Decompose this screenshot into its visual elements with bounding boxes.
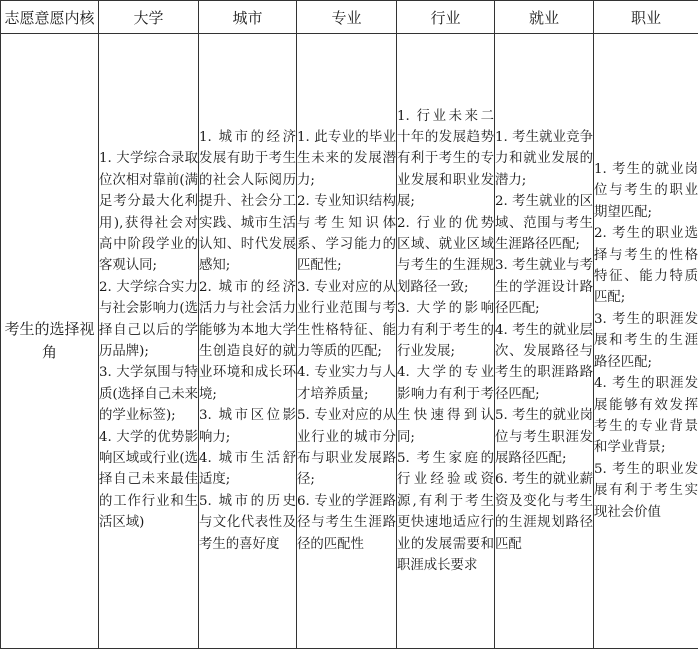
- list-item: 4. 考生的职涯发展能够有效发挥考生的专业背景和学业背景;: [594, 376, 698, 456]
- list-item: 4. 大学的优势影响区域或行业(选择自己未来最佳的工作行业和生活区域): [99, 429, 198, 531]
- header-major: 专业: [297, 1, 397, 34]
- header-core: 志愿意愿内核: [1, 1, 99, 34]
- list-item: 2. 城市的经济活力与社会活力能够为本地大学生创造良好的就业环境和成长环境;: [199, 279, 296, 402]
- cell-career: [594, 34, 698, 649]
- cell-university: [99, 34, 199, 649]
- list-item: 6. 专业的学涯路径与考生生涯路径的匹配性: [297, 493, 396, 552]
- header-industry: 行业: [397, 1, 495, 34]
- list-item: 3. 大学氛围与特质(选择自己未来的学业标签);: [99, 365, 198, 424]
- cell-major: [297, 34, 397, 649]
- header-university: 大学: [99, 1, 199, 34]
- list-item: 1. 大学综合录取位次相对靠前(满足考分最大化利用),获得社会对高中阶段学业的客观认同;: [99, 151, 198, 274]
- list-item: 1. 行业未来二十年的发展趋势有利于考生的专业发展和职业发展;: [397, 108, 494, 210]
- list-item: 3. 考生就业与考生的学涯设计路径匹配;: [495, 258, 593, 317]
- list-item: 2. 专业知识结构与考生知识体系、学习能力的匹配性;: [297, 194, 396, 274]
- list-item: 1. 城市的经济发展有助于考生的社会人际阅历提升、社会分工实践、城市生活认知、时代发展感知;: [199, 129, 296, 274]
- cell-industry: [397, 34, 495, 649]
- row-header-perspective: 考生的选择视角: [1, 34, 99, 649]
- list-item: 5. 城市的历史与文化代表性及考生的喜好度: [199, 493, 296, 552]
- list-item: 2. 考生的职业选择与考生的性格特征、能力特质匹配;: [594, 226, 698, 306]
- header-employment: 就业: [495, 1, 594, 34]
- list-item: 3. 专业对应的从业行业范围与考生性格特征、能力等质的匹配;: [297, 279, 396, 359]
- table-row: [1, 34, 698, 649]
- list-item: 5. 考生的职业发展有利于考生实现社会价值: [594, 461, 698, 520]
- header-career: 职业: [594, 1, 698, 34]
- list-item: 1. 考生的就业岗位与考生的职业期望匹配;: [594, 162, 698, 220]
- header-city: 城市: [199, 1, 297, 34]
- cell-employment: [495, 34, 594, 649]
- list-item: 1. 考生就业竞争力和就业发展的潜力;: [495, 129, 593, 188]
- list-item: 4. 专业实力与人才培养质量;: [297, 365, 396, 402]
- list-item: 2. 考生就业的区域、范围与考生生涯路径匹配;: [495, 194, 593, 252]
- list-item: 3. 考生的职涯发展和考生的生涯路径匹配;: [594, 311, 698, 370]
- cell-city: [199, 34, 297, 649]
- list-item: 2. 大学综合实力与社会影响力(选择自己以后的学历品牌);: [99, 279, 198, 359]
- list-item: 5. 专业对应的从业行业的城市分布与职业发展路径;: [297, 408, 396, 488]
- list-item: 5. 考生家庭的行业经验或资源,有利于考生更快速地适应行业的发展需要和职涯成长要求: [397, 451, 494, 574]
- list-item: 3. 城市区位影响力;: [199, 408, 296, 445]
- list-item: 1. 此专业的毕业生未来的发展潜力;: [297, 129, 396, 188]
- list-item: 4. 大学的专业影响力有利于考生快速得到认同;: [397, 365, 494, 445]
- list-item: 5. 考生的就业岗位与考生职涯发展路径匹配;: [495, 408, 593, 467]
- list-item: 3. 大学的影响力有利于考生的行业发展;: [397, 301, 494, 359]
- list-item: 4. 考生的就业层次、发展路径与考生的职涯路路径匹配;: [495, 322, 593, 402]
- header-row: [1, 1, 698, 34]
- list-item: 6. 考生的就业薪资及变化与考生的生涯规划路径匹配: [495, 472, 593, 552]
- list-item: 4. 城市生活舒适度;: [199, 451, 296, 488]
- list-item: 2. 行业的优势区域、就业区域与考生的生涯规划路径一致;: [397, 215, 494, 295]
